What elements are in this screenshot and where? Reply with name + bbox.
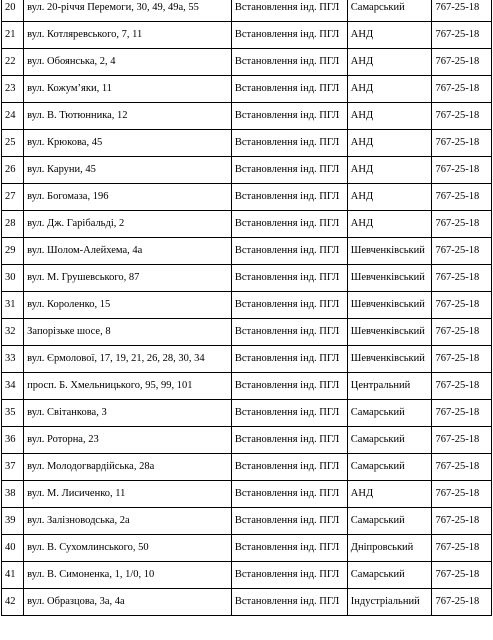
address-cell: вул. Крюкова, 45 bbox=[24, 130, 232, 157]
table-row bbox=[2, 76, 492, 103]
table-row bbox=[2, 184, 492, 211]
phone-cell: 767-25-18 bbox=[432, 211, 492, 238]
work-type-cell: Встановлення інд. ПГЛ bbox=[231, 22, 347, 49]
row-number: 38 bbox=[2, 481, 24, 508]
phone-cell: 767-25-18 bbox=[432, 346, 492, 373]
row-number: 27 bbox=[2, 184, 24, 211]
row-number: 36 bbox=[2, 427, 24, 454]
phone-cell: 767-25-18 bbox=[432, 0, 492, 22]
work-type-cell: Встановлення інд. ПГЛ bbox=[231, 373, 347, 400]
phone-cell: 767-25-18 bbox=[432, 49, 492, 76]
work-type-cell: Встановлення інд. ПГЛ bbox=[231, 103, 347, 130]
table-row bbox=[2, 400, 492, 427]
phone-cell: 767-25-18 bbox=[432, 238, 492, 265]
phone-cell: 767-25-18 bbox=[432, 265, 492, 292]
district-cell: Самарський bbox=[347, 427, 432, 454]
table-row bbox=[2, 427, 492, 454]
work-type-cell: Встановлення інд. ПГЛ bbox=[231, 184, 347, 211]
phone-cell: 767-25-18 bbox=[432, 454, 492, 481]
address-cell: вул. Каруни, 45 bbox=[24, 157, 232, 184]
row-number: 23 bbox=[2, 76, 24, 103]
work-type-cell: Встановлення інд. ПГЛ bbox=[231, 49, 347, 76]
district-cell: Шевченківський bbox=[347, 292, 432, 319]
row-number: 32 bbox=[2, 319, 24, 346]
work-type-cell: Встановлення інд. ПГЛ bbox=[231, 508, 347, 535]
table-row bbox=[2, 562, 492, 589]
table-row bbox=[2, 508, 492, 535]
phone-cell: 767-25-18 bbox=[432, 373, 492, 400]
row-number: 41 bbox=[2, 562, 24, 589]
address-cell: вул. Дж. Гарібальді, 2 bbox=[24, 211, 232, 238]
district-cell: Індустріальний bbox=[347, 589, 432, 616]
work-type-cell: Встановлення інд. ПГЛ bbox=[231, 130, 347, 157]
table-row bbox=[2, 373, 492, 400]
phone-cell: 767-25-18 bbox=[432, 319, 492, 346]
district-cell: Самарський bbox=[347, 400, 432, 427]
table-row bbox=[2, 130, 492, 157]
phone-cell: 767-25-18 bbox=[432, 400, 492, 427]
address-cell: вул. Єрмолової, 17, 19, 21, 26, 28, 30, 34 bbox=[24, 346, 232, 373]
address-cell: вул. В. Тютюнника, 12 bbox=[24, 103, 232, 130]
address-cell: вул. Короленко, 15 bbox=[24, 292, 232, 319]
work-type-cell: Встановлення інд. ПГЛ bbox=[231, 0, 347, 22]
table-row bbox=[2, 265, 492, 292]
row-number: 22 bbox=[2, 49, 24, 76]
phone-cell: 767-25-18 bbox=[432, 535, 492, 562]
district-cell: Шевченківський bbox=[347, 238, 432, 265]
row-number: 30 bbox=[2, 265, 24, 292]
district-cell: Самарський bbox=[347, 454, 432, 481]
table-row bbox=[2, 346, 492, 373]
district-cell: АНД bbox=[347, 49, 432, 76]
work-type-cell: Встановлення інд. ПГЛ bbox=[231, 535, 347, 562]
phone-cell: 767-25-18 bbox=[432, 562, 492, 589]
work-type-cell: Встановлення інд. ПГЛ bbox=[231, 562, 347, 589]
address-cell: вул. М. Лисиченко, 11 bbox=[24, 481, 232, 508]
work-type-cell: Встановлення інд. ПГЛ bbox=[231, 346, 347, 373]
district-cell: АНД bbox=[347, 481, 432, 508]
table-row bbox=[2, 292, 492, 319]
row-number: 25 bbox=[2, 130, 24, 157]
table-row bbox=[2, 157, 492, 184]
row-number: 34 bbox=[2, 373, 24, 400]
phone-cell: 767-25-18 bbox=[432, 292, 492, 319]
row-number: 29 bbox=[2, 238, 24, 265]
phone-cell: 767-25-18 bbox=[432, 157, 492, 184]
work-type-cell: Встановлення інд. ПГЛ bbox=[231, 427, 347, 454]
work-type-cell: Встановлення інд. ПГЛ bbox=[231, 481, 347, 508]
phone-cell: 767-25-18 bbox=[432, 427, 492, 454]
row-number: 28 bbox=[2, 211, 24, 238]
row-number: 20 bbox=[2, 0, 24, 22]
district-cell: Самарський bbox=[347, 562, 432, 589]
row-number: 39 bbox=[2, 508, 24, 535]
work-type-cell: Встановлення інд. ПГЛ bbox=[231, 400, 347, 427]
address-cell: просп. Б. Хмельницького, 95, 99, 101 bbox=[24, 373, 232, 400]
district-cell: АНД bbox=[347, 157, 432, 184]
address-cell: вул. В. Сухомлинського, 50 bbox=[24, 535, 232, 562]
district-cell: Самарський bbox=[347, 508, 432, 535]
table-row bbox=[2, 319, 492, 346]
work-type-cell: Встановлення інд. ПГЛ bbox=[231, 589, 347, 616]
work-type-cell: Встановлення інд. ПГЛ bbox=[231, 238, 347, 265]
table-row bbox=[2, 49, 492, 76]
row-number: 33 bbox=[2, 346, 24, 373]
works-table bbox=[1, 0, 492, 616]
address-cell: Запорізьке шосе, 8 bbox=[24, 319, 232, 346]
work-type-cell: Встановлення інд. ПГЛ bbox=[231, 157, 347, 184]
phone-cell: 767-25-18 bbox=[432, 22, 492, 49]
district-cell: Шевченківський bbox=[347, 346, 432, 373]
district-cell: АНД bbox=[347, 103, 432, 130]
row-number: 26 bbox=[2, 157, 24, 184]
phone-cell: 767-25-18 bbox=[432, 184, 492, 211]
district-cell: АНД bbox=[347, 76, 432, 103]
district-cell: АНД bbox=[347, 22, 432, 49]
address-cell: вул. Обоянська, 2, 4 bbox=[24, 49, 232, 76]
row-number: 21 bbox=[2, 22, 24, 49]
table-row bbox=[2, 103, 492, 130]
address-cell: вул. Шолом-Алейхема, 4а bbox=[24, 238, 232, 265]
table-row bbox=[2, 589, 492, 616]
address-cell: вул. Образцова, 3а, 4а bbox=[24, 589, 232, 616]
row-number: 37 bbox=[2, 454, 24, 481]
address-cell: вул. В. Симоненка, 1, 1/0, 10 bbox=[24, 562, 232, 589]
district-cell: Центральний bbox=[347, 373, 432, 400]
address-cell: вул. Світанкова, 3 bbox=[24, 400, 232, 427]
row-number: 42 bbox=[2, 589, 24, 616]
phone-cell: 767-25-18 bbox=[432, 508, 492, 535]
district-cell: Дніпровський bbox=[347, 535, 432, 562]
phone-cell: 767-25-18 bbox=[432, 481, 492, 508]
address-cell: вул. М. Грушевського, 87 bbox=[24, 265, 232, 292]
table-row bbox=[2, 0, 492, 22]
work-type-cell: Встановлення інд. ПГЛ bbox=[231, 211, 347, 238]
district-cell: АНД bbox=[347, 211, 432, 238]
row-number: 35 bbox=[2, 400, 24, 427]
phone-cell: 767-25-18 bbox=[432, 130, 492, 157]
district-cell: Самарський bbox=[347, 0, 432, 22]
table-body bbox=[2, 0, 492, 616]
district-cell: Шевченківський bbox=[347, 319, 432, 346]
table-row bbox=[2, 454, 492, 481]
work-type-cell: Встановлення інд. ПГЛ bbox=[231, 265, 347, 292]
table-row bbox=[2, 22, 492, 49]
address-cell: вул. Роторна, 23 bbox=[24, 427, 232, 454]
phone-cell: 767-25-18 bbox=[432, 589, 492, 616]
district-cell: Шевченківський bbox=[347, 265, 432, 292]
row-number: 31 bbox=[2, 292, 24, 319]
row-number: 40 bbox=[2, 535, 24, 562]
work-type-cell: Встановлення інд. ПГЛ bbox=[231, 454, 347, 481]
work-type-cell: Встановлення інд. ПГЛ bbox=[231, 319, 347, 346]
table-row bbox=[2, 238, 492, 265]
phone-cell: 767-25-18 bbox=[432, 103, 492, 130]
address-cell: вул. Залізноводська, 2а bbox=[24, 508, 232, 535]
address-cell: вул. Молодогвардійська, 28а bbox=[24, 454, 232, 481]
address-cell: вул. Котляревського, 7, 11 bbox=[24, 22, 232, 49]
address-cell: вул. Кожум’яки, 11 bbox=[24, 76, 232, 103]
table-row bbox=[2, 535, 492, 562]
table-row bbox=[2, 481, 492, 508]
address-cell: вул. 20-річчя Перемоги, 30, 49, 49а, 55 bbox=[24, 0, 232, 22]
phone-cell: 767-25-18 bbox=[432, 76, 492, 103]
table-row bbox=[2, 211, 492, 238]
address-cell: вул. Богомаза, 196 bbox=[24, 184, 232, 211]
row-number: 24 bbox=[2, 103, 24, 130]
district-cell: АНД bbox=[347, 184, 432, 211]
work-type-cell: Встановлення інд. ПГЛ bbox=[231, 292, 347, 319]
work-type-cell: Встановлення інд. ПГЛ bbox=[231, 76, 347, 103]
district-cell: АНД bbox=[347, 130, 432, 157]
